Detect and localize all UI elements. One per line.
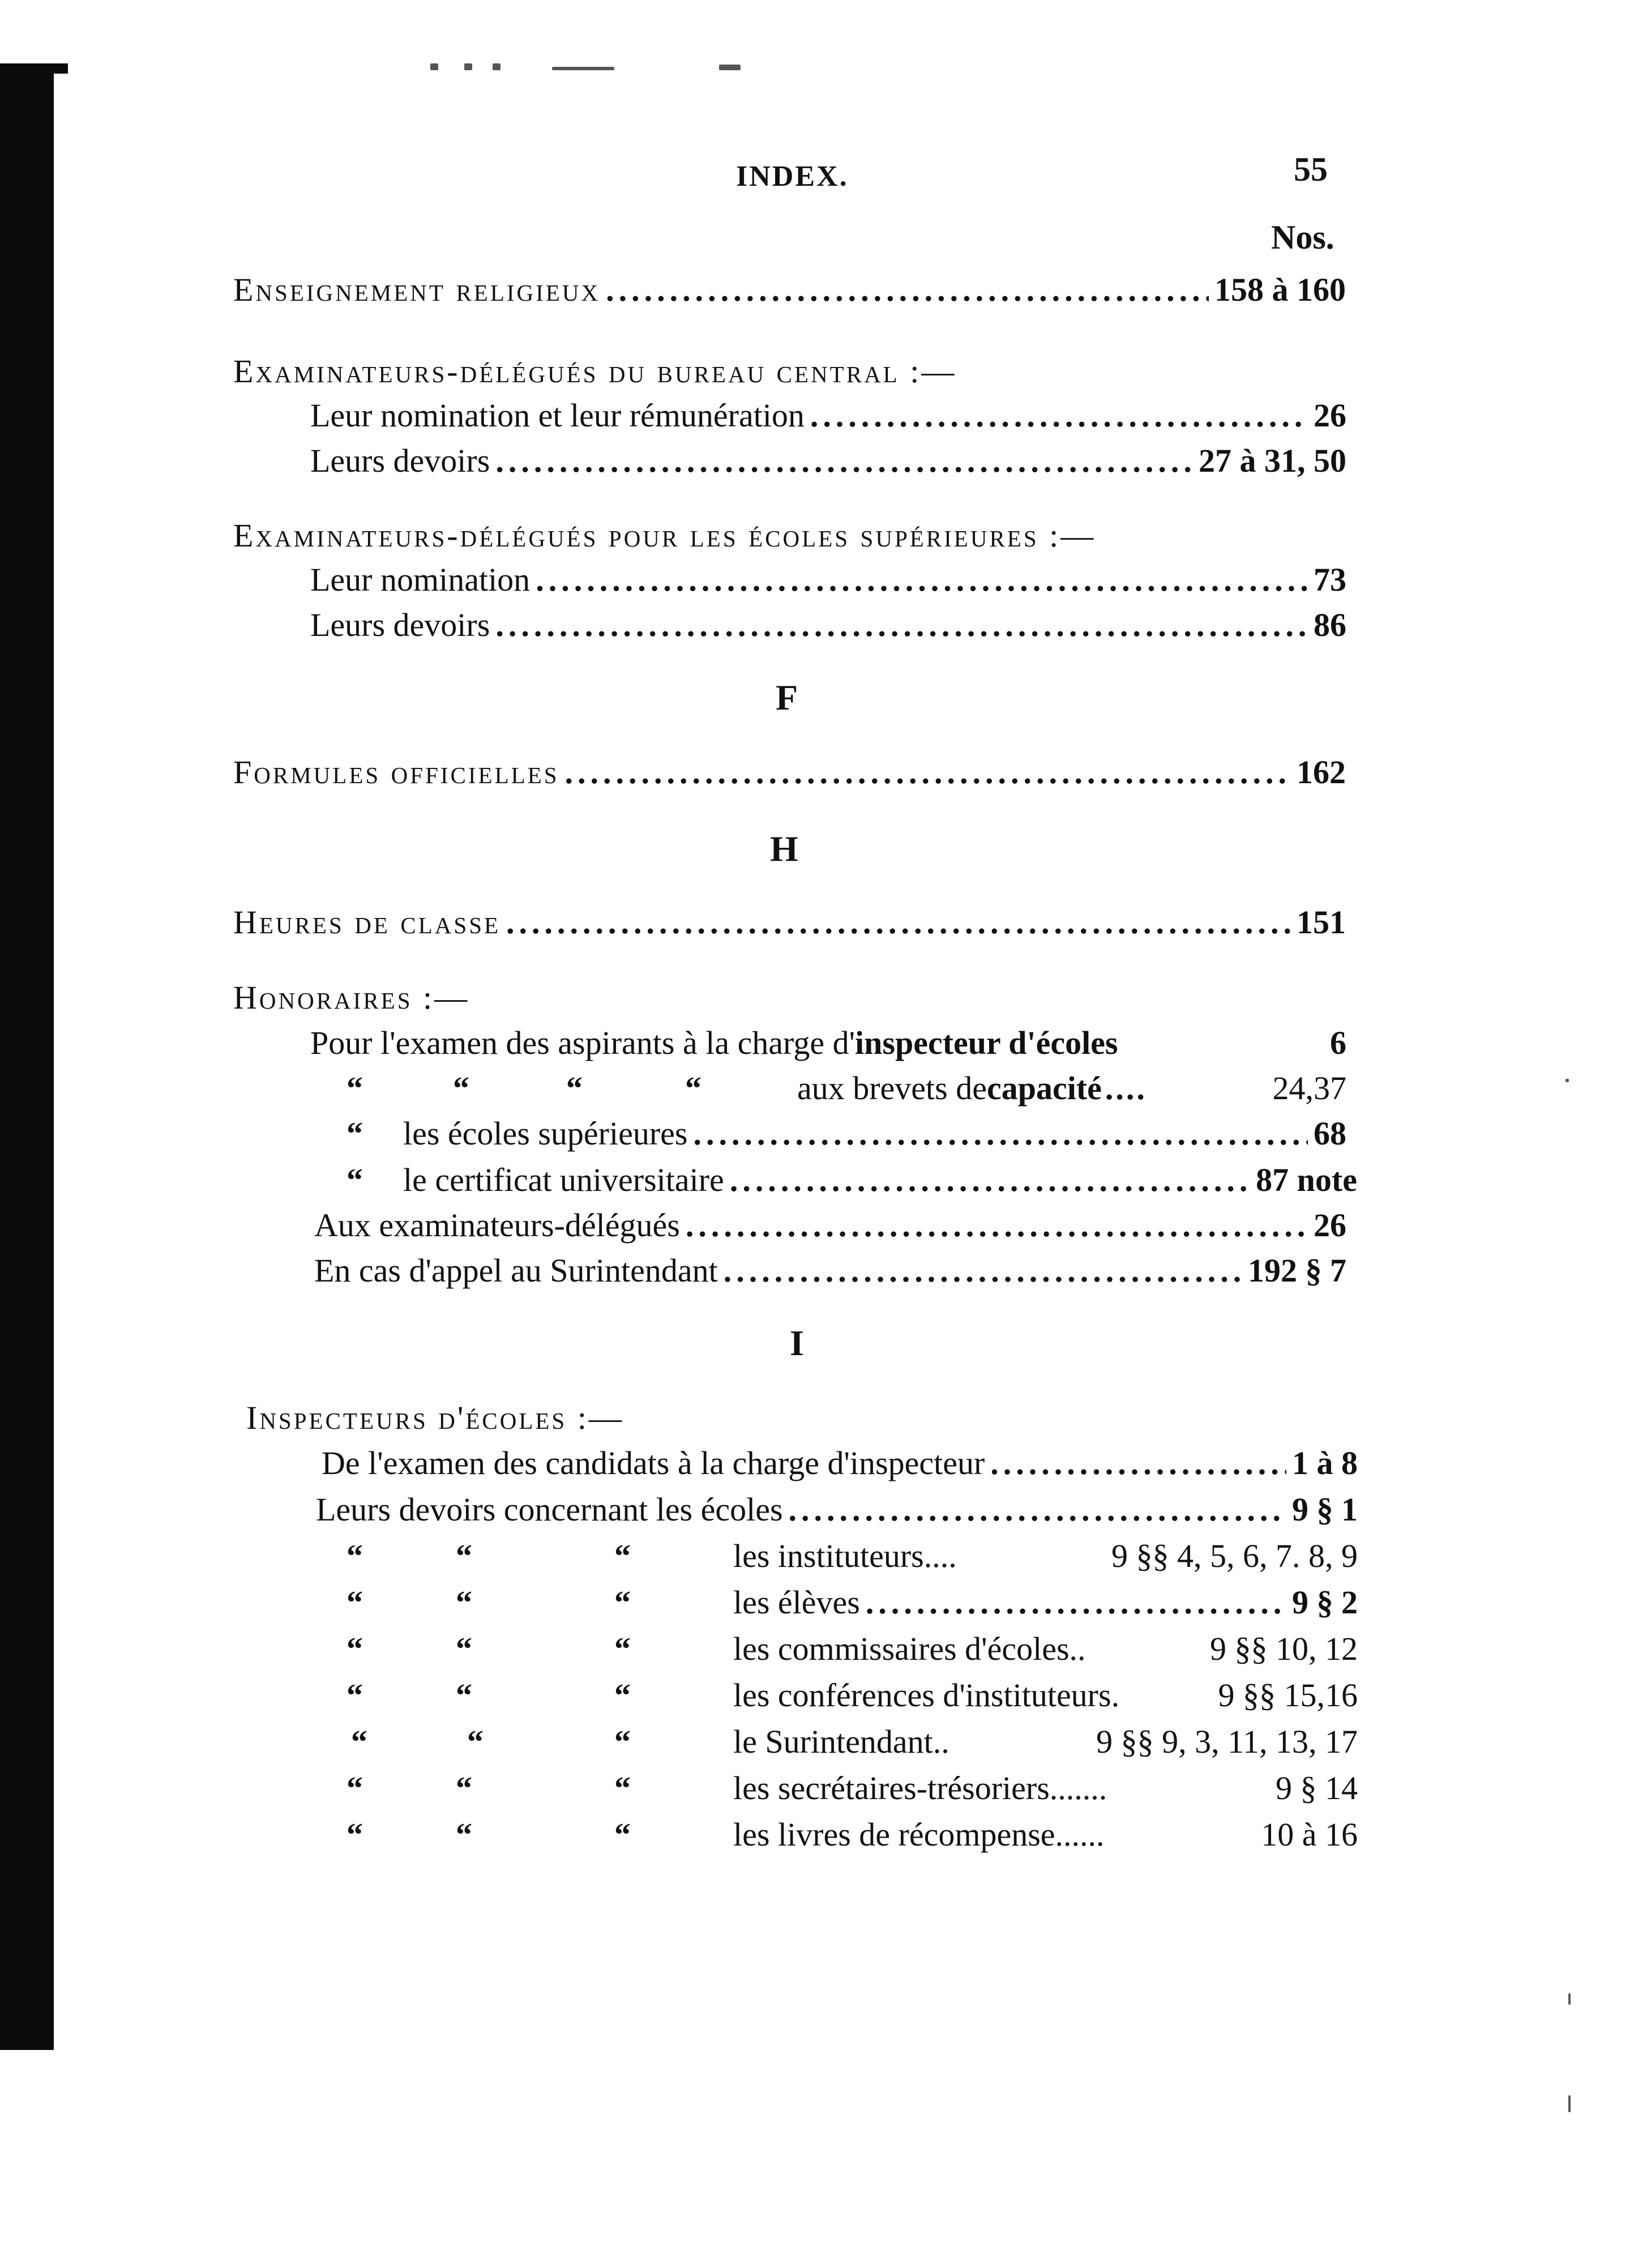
entry-ref: 24,37 <box>1272 1070 1346 1107</box>
ditto-row <box>0 1630 1359 1669</box>
dot-leader <box>686 1206 1308 1244</box>
index-entry <box>316 1490 1358 1528</box>
ditto-mark: “ <box>614 1537 631 1574</box>
entry-ref: 9 § 14 <box>1276 1770 1358 1806</box>
entry-ref: 26 <box>1314 397 1346 434</box>
page-number: 55 <box>1294 151 1328 188</box>
ditto-mark: “ <box>347 1161 363 1198</box>
entry-ref: 158 à 160 <box>1214 271 1346 308</box>
entry-ref: 27 à 31, 50 <box>1199 442 1346 479</box>
ditto-row <box>0 1069 1348 1109</box>
dot-leader <box>789 1490 1286 1528</box>
entry-ref: 73 <box>1314 561 1346 598</box>
entry-heading: Enseignement religieux <box>233 271 601 308</box>
index-entry <box>233 903 1346 941</box>
entry-label: les écoles supérieures <box>403 1115 688 1152</box>
ditto-mark: “ <box>614 1723 631 1760</box>
entry-ref: 86 <box>1314 606 1346 643</box>
index-entry <box>403 1114 1346 1152</box>
ditto-row <box>0 1537 1359 1577</box>
dot-leader <box>810 396 1308 434</box>
index-entry <box>314 1252 1346 1289</box>
index-entry <box>310 606 1346 644</box>
entry-label: le certificat universitaire <box>403 1161 724 1198</box>
ditto-rest <box>797 1069 1346 1107</box>
section-letter: I <box>790 1323 804 1363</box>
entry-ref: 9 §§ 15,16 <box>1218 1677 1358 1714</box>
ditto-mark: “ <box>614 1770 631 1806</box>
section-heading: Examinateurs-délégués pour les écoles supérieures :— <box>233 517 1096 554</box>
ditto-rest <box>733 1676 1358 1714</box>
section-heading: Examinateurs-délégués du bureau central :— <box>233 353 957 390</box>
section-heading: Inspecteurs d'écoles :— <box>246 1399 624 1436</box>
ditto-mark: “ <box>347 1070 363 1107</box>
entry-ref: 9 § 2 <box>1292 1584 1358 1621</box>
entry-ref: 9 § 1 <box>1292 1491 1358 1528</box>
entry-label: Aux examinateurs-délégués <box>314 1207 680 1244</box>
entry-label: De l'examen des candidats à la charge d'inspecteur <box>322 1445 985 1481</box>
ditto-mark: “ <box>566 1070 583 1107</box>
section-letter: F <box>776 677 798 717</box>
ditto-rest <box>733 1630 1358 1668</box>
ditto-mark: “ <box>347 1816 363 1853</box>
dot-leader <box>730 1161 1250 1199</box>
dot-leader <box>565 753 1291 791</box>
ditto-mark: “ <box>614 1630 631 1667</box>
entry-ref: 10 à 16 <box>1261 1816 1358 1853</box>
entry-label-text: aux brevets de <box>797 1070 987 1107</box>
entry-ref: 192 § 7 <box>1248 1252 1346 1289</box>
dot-leader <box>606 271 1209 309</box>
ditto-mark: “ <box>347 1630 363 1667</box>
ditto-mark: “ <box>614 1816 631 1853</box>
entry-label-text: Pour l'examen des aspirants à la charge d' <box>310 1024 856 1061</box>
entry-label: En cas d'appel au Surintendant <box>314 1252 718 1289</box>
entry-ref: 1 à 8 <box>1292 1445 1358 1481</box>
entry-label: Leur nomination et leur rémunération <box>310 397 805 434</box>
ditto-mark: “ <box>347 1770 363 1806</box>
ditto-row <box>0 1723 1359 1762</box>
ditto-mark: “ <box>456 1770 472 1806</box>
ditto-mark: “ <box>685 1070 701 1107</box>
entry-label-bold: inspecteur d'écoles <box>855 1024 1118 1061</box>
entry-ref: 26 <box>1314 1207 1346 1244</box>
dot-leader <box>724 1252 1242 1289</box>
index-entry <box>233 753 1346 791</box>
dot-leader <box>506 903 1291 941</box>
section-letter: H <box>770 828 798 869</box>
ditto-rest <box>733 1537 1358 1575</box>
entry-label: les instituteurs.... <box>733 1537 957 1574</box>
ditto-mark: “ <box>456 1630 472 1667</box>
entry-label: les conférences d'instituteurs. <box>733 1677 1120 1714</box>
running-head: INDEX. <box>736 160 849 193</box>
ditto-mark: “ <box>347 1115 363 1152</box>
ditto-rest <box>733 1816 1358 1853</box>
section-heading: Honoraires :— <box>233 979 470 1016</box>
ditto-row <box>0 1583 1359 1623</box>
index-entry <box>310 442 1346 480</box>
entry-label: les livres de récompense...... <box>733 1816 1105 1853</box>
index-entry <box>322 1444 1358 1482</box>
index-entry <box>233 271 1346 309</box>
entry-label: Leurs devoirs <box>310 442 490 479</box>
ditto-mark: “ <box>347 1584 363 1621</box>
entry-label: les commissaires d'écoles.. <box>733 1630 1086 1667</box>
entry-ref: 151 <box>1297 904 1346 941</box>
index-entry <box>310 1024 1346 1062</box>
dot-leader <box>693 1114 1308 1152</box>
ditto-mark: “ <box>347 1677 363 1714</box>
dot-leader <box>536 561 1308 599</box>
entry-ref: 6 <box>1330 1024 1346 1061</box>
dot-leader <box>990 1444 1286 1482</box>
entry-ref: 87 note <box>1256 1161 1357 1198</box>
ditto-row <box>0 1769 1359 1809</box>
ditto-mark: “ <box>453 1070 469 1107</box>
entry-ref: 162 <box>1297 754 1346 791</box>
entry-label <box>310 1024 1118 1062</box>
dot-leader: .... <box>1105 1070 1147 1107</box>
index-entry <box>310 396 1346 434</box>
ditto-row <box>0 1676 1359 1716</box>
ditto-mark: “ <box>351 1723 367 1760</box>
entry-label: Leurs devoirs concernant les écoles <box>316 1491 783 1528</box>
ditto-mark: “ <box>456 1537 472 1574</box>
entry-ref: 9 §§ 4, 5, 6, 7. 8, 9 <box>1111 1537 1358 1574</box>
entry-label: le Surintendant.. <box>733 1723 949 1760</box>
entry-label: les élèves <box>733 1584 860 1621</box>
dot-leader <box>495 606 1308 644</box>
index-entry <box>733 1583 1358 1621</box>
entry-label: Leur nomination <box>310 561 531 598</box>
column-label: Nos. <box>1271 219 1334 256</box>
ditto-mark: “ <box>456 1677 472 1714</box>
entry-label: les secrétaires-trésoriers....... <box>733 1770 1107 1806</box>
entry-heading: Formules officielles <box>233 754 559 791</box>
dot-leader <box>866 1583 1286 1621</box>
ditto-mark: “ <box>456 1584 472 1621</box>
ditto-mark: “ <box>347 1537 363 1574</box>
ditto-rest <box>733 1769 1358 1807</box>
ditto-mark: “ <box>614 1677 631 1714</box>
ditto-mark: “ <box>467 1723 484 1760</box>
entry-ref: 9 §§ 10, 12 <box>1210 1630 1358 1667</box>
entry-ref: 68 <box>1314 1115 1346 1152</box>
ditto-row <box>0 1161 1359 1201</box>
entry-ref: 9 §§ 9, 3, 11, 13, 17 <box>1096 1723 1358 1760</box>
index-entry <box>310 561 1346 599</box>
ditto-mark: “ <box>614 1584 631 1621</box>
entry-label: Leurs devoirs <box>310 606 490 643</box>
entry-label-bold: capacité <box>986 1070 1102 1107</box>
index-entry <box>403 1161 1357 1199</box>
dot-leader <box>495 442 1193 480</box>
ditto-row <box>0 1816 1359 1855</box>
ditto-mark: “ <box>456 1816 472 1853</box>
index-entry <box>314 1206 1346 1244</box>
ditto-rest <box>733 1723 1358 1761</box>
entry-heading: Heures de classe <box>233 904 501 941</box>
ditto-row <box>0 1114 1348 1154</box>
